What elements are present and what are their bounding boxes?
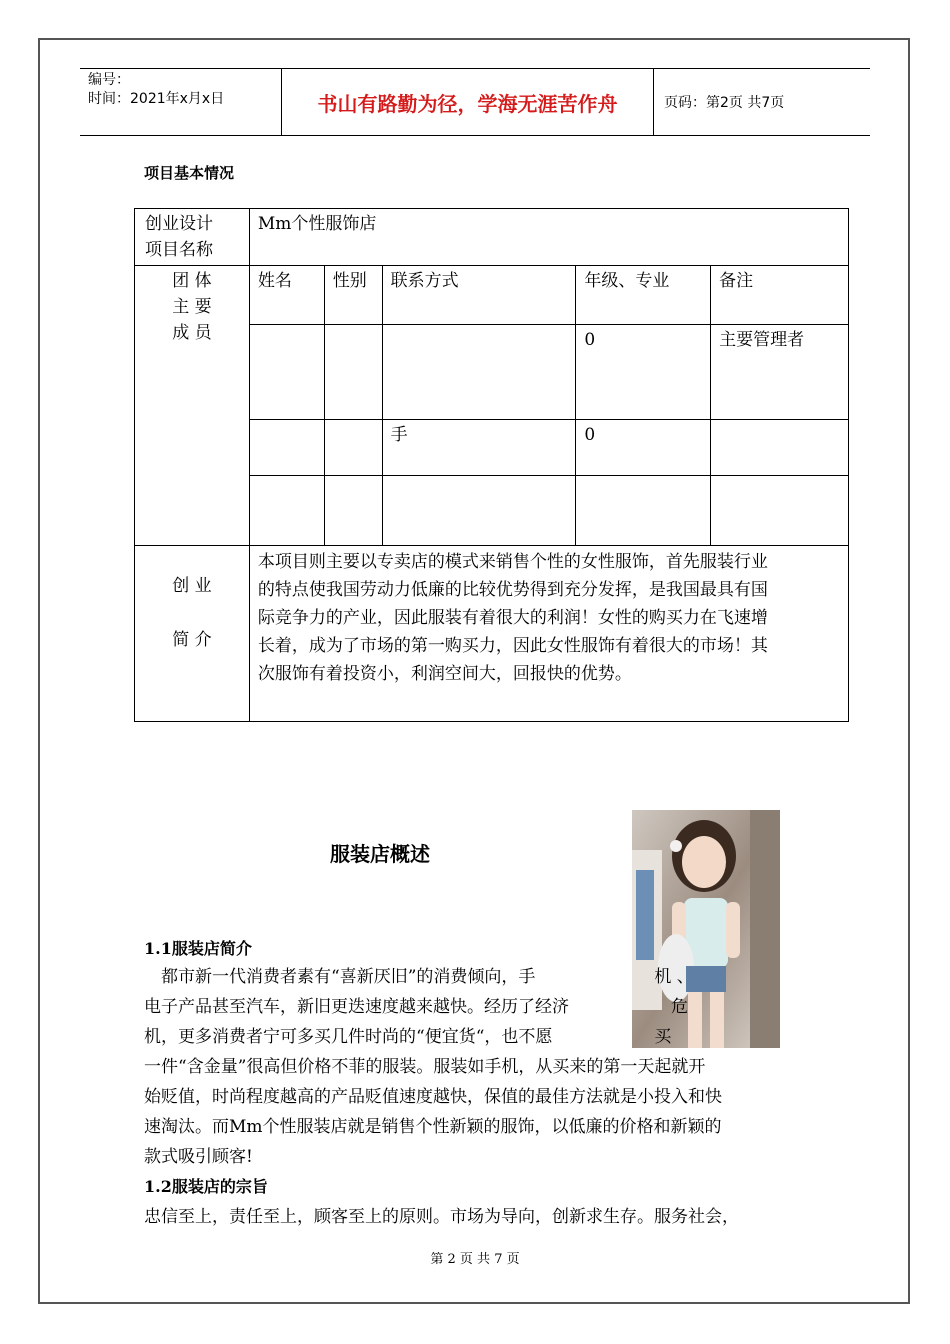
page-header [80, 68, 870, 136]
table-cell [249, 325, 324, 420]
date-label: 时间：2021年x月x日 [88, 91, 225, 107]
table-row [135, 546, 849, 722]
header-motto: 书山有路勤为径，学海无涯苦作舟 [282, 69, 654, 135]
table-cell [382, 325, 576, 420]
number-label: 编号： [88, 72, 130, 88]
page-footer: 第 2 页 共 7 页 [430, 1252, 520, 1267]
header-left [80, 69, 282, 135]
table-cell [249, 420, 324, 476]
table-row [135, 266, 849, 325]
team-label: 团 体 主 要 成 员 [135, 266, 250, 546]
col-header-gender: 性别 [324, 266, 382, 325]
section-1-1-title: 1.1服装店简介 [144, 939, 252, 958]
table-cell [711, 420, 849, 476]
table-cell [711, 476, 849, 546]
col-header-remark: 备注 [711, 266, 849, 325]
section-1-1-text: 都市新一代消费者素有“喜新厌旧”的消费倾向，手 机 、 电子产品甚至汽车，新旧更迭速度越来越快。经历了经济 危 机，更多消费者宁可多买几件时尚的“便宜货“，也不愿 买 一件“含金量”很高但价格不菲的服装。服装如手机，从买来的第一天起就开 始贬值，时尚程度越高的产品贬值速度越快，保值的最佳方法就是小投入和快 速淘汰。而Mm个性服装店就是销售个性新颖的服饰，以低廉的价格和新颖的 款式吸引顾客! [144, 967, 722, 1167]
project-info-table [134, 208, 849, 722]
table-cell [576, 476, 711, 546]
table-cell [324, 325, 382, 420]
table-cell: 0 [576, 325, 711, 420]
table-cell: 手 [382, 420, 576, 476]
col-header-name: 姓名 [249, 266, 324, 325]
table-cell [324, 476, 382, 546]
col-header-grade: 年级、专业 [576, 266, 711, 325]
project-name-label: 创业设计 项目名称 [135, 209, 250, 266]
table-row [135, 209, 849, 266]
table-cell [382, 476, 576, 546]
header-page-label: 页码：第2页 共7页 [664, 95, 785, 111]
col-header-contact: 联系方式 [382, 266, 576, 325]
table-cell [324, 420, 382, 476]
intro-text: 本项目则主要以专卖店的模式来销售个性的女性服饰，首先服装行业 的特点使我国劳动力低廉的比较优势得到充分发挥，是我国最具有国 际竞争力的产业，因此服装有着很大的利润！女性的购买力在飞速增 长着，成为了市场的第一购买力，因此女性服饰有着很大的市场！其 次服饰有着投资小，利润空间大，回报快的优势。 [249, 546, 848, 722]
intro-label: 创 业 简 介 [135, 546, 250, 722]
project-name-value: Mm个性服饰店 [249, 209, 848, 266]
table-cell: 主要管理者 [711, 325, 849, 420]
table-cell [249, 476, 324, 546]
section-title: 项目基本情况 [144, 164, 235, 182]
overview-title: 服装店概述 [330, 842, 430, 866]
section-1-2-text: 忠信至上，责任至上，顾客至上的原则。市场为导向，创新求生存。服务社会， [144, 1207, 739, 1227]
table-cell: 0 [576, 420, 711, 476]
section-1-2-title: 1.2服装店的宗旨 [144, 1177, 268, 1196]
